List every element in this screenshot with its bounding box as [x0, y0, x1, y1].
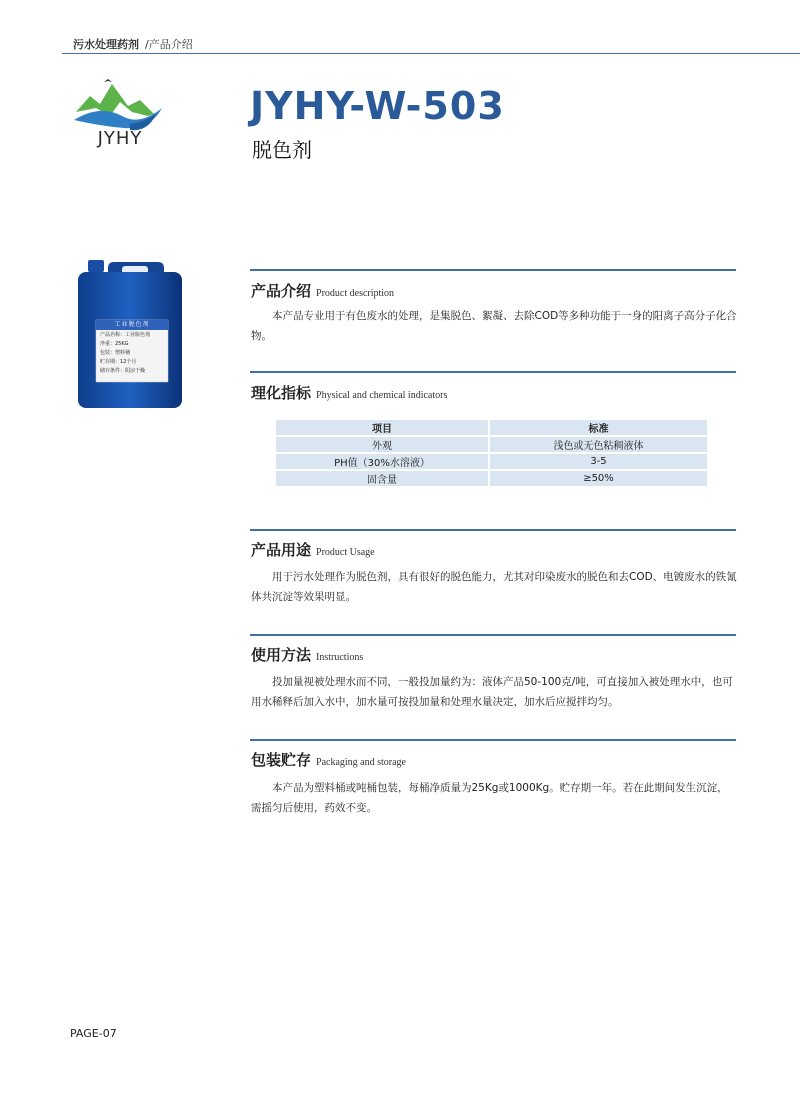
header-divider: [62, 53, 800, 54]
section-title-en: Instructions: [316, 652, 364, 663]
breadcrumb-category: 污水处理药剂: [73, 38, 139, 51]
table-header-cell: 标准: [490, 420, 707, 435]
drum-label-line: 包装：塑料桶: [100, 350, 131, 356]
storage-text: 本产品为塑料桶或吨桶包装，每桶净质量为25Kg或1000Kg。贮存期一年。若在此期间发生沉淀，需摇匀后使用，药效不变。: [251, 782, 728, 814]
table-cell: 固含量: [276, 471, 490, 486]
section-title-cn: 产品用途: [251, 541, 312, 559]
table-row: [276, 454, 707, 469]
section-title-storage: [251, 749, 406, 770]
section-title-cn: 产品介绍: [251, 282, 312, 300]
breadcrumb-section: /产品介绍: [145, 38, 193, 51]
section-divider: [250, 739, 736, 741]
section-title-cn: 包装贮存: [251, 751, 312, 769]
table-cell: 3-5: [490, 454, 707, 469]
product-model: JYHY-W-503: [250, 84, 505, 128]
section-title-en: Product description: [316, 288, 395, 299]
indicators-table: [276, 418, 707, 488]
page-number: PAGE-07: [70, 1027, 117, 1040]
table-header-row: [276, 420, 707, 435]
drum-label-line: 净重：25KG: [100, 341, 129, 347]
drum-label-title: 工业脱色剂: [114, 321, 150, 328]
drum-label-line: 贮存期：12个月: [100, 359, 137, 365]
table-cell: ≥50%: [490, 471, 707, 486]
table-cell: 外观: [276, 437, 490, 452]
section-title-en: Packaging and storage: [316, 757, 406, 768]
section-title-cn: 理化指标: [251, 384, 312, 402]
section-divider: [250, 371, 736, 373]
drum-label: [96, 320, 168, 382]
section-title-indicators: [251, 382, 447, 403]
table-header-cell: 项目: [276, 420, 490, 435]
instructions-text: 投加量视被处理水而不同，一般投加量约为：液体产品50-100克/吨，可直接加入被处理水中，也可用水稀释后加入水中，加水量可按投加量和处理水量决定，加水后应搅拌均匀。: [251, 676, 733, 708]
section-title-cn: 使用方法: [251, 646, 312, 664]
section-divider: [250, 269, 736, 271]
table-row: [276, 437, 707, 452]
table-cell: PH值（30%水溶液）: [276, 454, 490, 469]
section-title-usage: [251, 539, 375, 560]
section-divider: [250, 634, 736, 636]
description-text: 本产品专业用于有色废水的处理，是集脱色、絮凝、去除COD等多种功能于一身的阳离子高分子化合物。: [251, 310, 737, 342]
section-title-description: [251, 280, 394, 301]
logo-text: JYHY: [97, 128, 143, 149]
section-title-en: Physical and chemical indicators: [316, 390, 448, 401]
table-cell: 浅色或无色粘稠液体: [490, 437, 707, 452]
product-name: 脱色剂: [252, 138, 312, 162]
drum-label-line: 产品名称：工业脱色剂: [100, 332, 151, 338]
section-title-en: Product Usage: [316, 547, 375, 558]
usage-text: 用于污水处理作为脱色剂，具有很好的脱色能力，尤其对印染废水的脱色和去COD、电镀废水的铁氰体共沉淀等效果明显。: [251, 571, 737, 603]
breadcrumb: [73, 36, 193, 52]
section-title-instructions: [251, 644, 363, 665]
drum-label-line: 储存条件：阴凉干燥: [100, 368, 146, 374]
section-divider: [250, 529, 736, 531]
table-row: [276, 471, 707, 486]
